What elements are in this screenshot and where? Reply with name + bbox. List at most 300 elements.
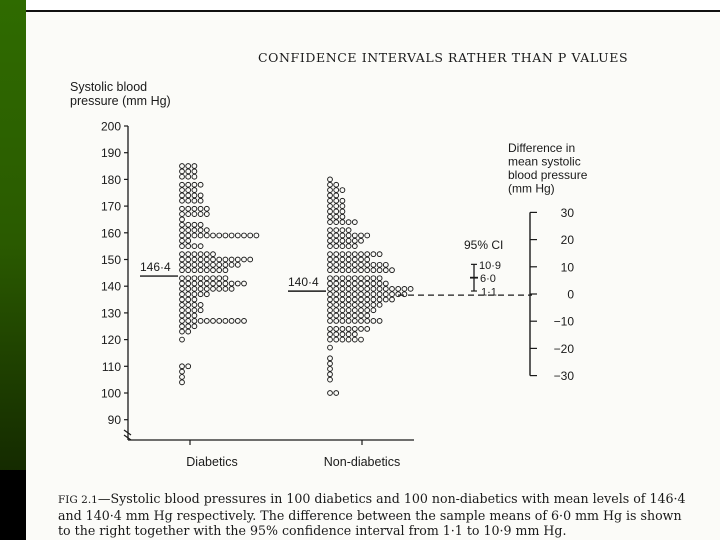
data-point: [198, 252, 203, 257]
data-point: [204, 228, 209, 233]
data-point: [204, 319, 209, 324]
data-point: [328, 257, 333, 262]
data-point: [383, 297, 388, 302]
data-point: [180, 337, 185, 342]
data-point: [359, 313, 364, 318]
data-point: [186, 276, 191, 281]
data-point: [383, 262, 388, 267]
data-point: [186, 308, 191, 313]
data-point: [340, 220, 345, 225]
confidence-interval: [464, 238, 503, 299]
data-point: [217, 281, 222, 286]
data-point: [229, 257, 234, 262]
data-point: [359, 292, 364, 297]
data-point: [217, 268, 222, 273]
data-point: [340, 209, 345, 214]
data-point: [346, 268, 351, 273]
data-point: [359, 238, 364, 243]
data-point: [334, 220, 339, 225]
data-point: [192, 169, 197, 174]
y-tick-label: 90: [107, 413, 121, 428]
data-point: [328, 193, 333, 198]
data-point: [192, 198, 197, 203]
data-point: [192, 252, 197, 257]
data-point: [235, 262, 240, 267]
y-tick-label: 110: [101, 359, 121, 374]
caption-text: —Systolic blood pressures in 100 diabetics and 100 non-diabetics with mean levels of 146·4 and 140·4 mm Hg respectively. The difference between the sample means of 6·0 mm Hg is shown to the right together with the 95% confidence interval from 1·1 to 10·9 mm Hg.: [58, 491, 686, 538]
data-point: [180, 174, 185, 179]
y-tick-label: 140: [100, 279, 121, 294]
data-point: [328, 233, 333, 238]
data-point: [334, 193, 339, 198]
data-point: [229, 262, 234, 267]
data-point: [365, 327, 370, 332]
x-axis-group-labels: [186, 455, 400, 469]
data-point: [192, 297, 197, 302]
data-point: [346, 337, 351, 342]
data-point: [365, 319, 370, 324]
data-point: [334, 276, 339, 281]
data-point: [359, 276, 364, 281]
data-point: [328, 220, 333, 225]
data-point: [180, 313, 185, 318]
data-point: [186, 169, 191, 174]
data-point: [204, 252, 209, 257]
data-point: [328, 297, 333, 302]
data-point: [186, 182, 191, 187]
data-point: [377, 281, 382, 286]
data-point: [377, 252, 382, 257]
data-point: [180, 380, 185, 385]
data-point: [186, 222, 191, 227]
data-point: [328, 262, 333, 267]
data-point: [346, 308, 351, 313]
data-point: [334, 391, 339, 396]
data-point: [377, 276, 382, 281]
data-point: [334, 332, 339, 337]
data-point: [192, 281, 197, 286]
data-point: [328, 244, 333, 249]
difference-tick-label: 20: [560, 233, 574, 248]
data-point: [346, 233, 351, 238]
mean-label-non-diabetics: 140·4: [288, 275, 319, 290]
data-point: [217, 257, 222, 262]
y-axis-title: [70, 80, 171, 108]
y-tick-label: 100: [100, 386, 121, 401]
data-point: [223, 286, 228, 291]
data-point: [352, 319, 357, 324]
data-point: [346, 252, 351, 257]
data-point: [223, 233, 228, 238]
data-point: [198, 182, 203, 187]
data-point: [204, 276, 209, 281]
data-point: [186, 329, 191, 334]
data-point: [186, 268, 191, 273]
data-point: [352, 238, 357, 243]
data-point: [334, 302, 339, 307]
data-point: [229, 286, 234, 291]
data-point: [217, 276, 222, 281]
difference-tick-label: −20: [553, 341, 574, 356]
data-point: [328, 319, 333, 324]
data-point: [340, 198, 345, 203]
data-point: [186, 302, 191, 307]
data-point: [180, 308, 185, 313]
data-point: [352, 233, 357, 238]
data-point: [180, 228, 185, 233]
data-point: [223, 257, 228, 262]
data-point: [334, 252, 339, 257]
data-point: [198, 257, 203, 262]
data-point: [180, 233, 185, 238]
data-point: [340, 327, 345, 332]
data-point: [211, 276, 216, 281]
data-point: [211, 262, 216, 267]
data-point: [340, 262, 345, 267]
data-point: [340, 257, 345, 262]
slide-side-bar-bottom: [0, 470, 26, 540]
data-point: [186, 364, 191, 369]
data-point: [198, 233, 203, 238]
data-point: [235, 233, 240, 238]
y-axis-title-line2: pressure (mm Hg): [70, 94, 171, 108]
data-point: [340, 268, 345, 273]
data-point: [186, 198, 191, 203]
data-point: [235, 257, 240, 262]
data-point: [198, 244, 203, 249]
data-point: [365, 313, 370, 318]
difference-tick-label: −10: [553, 314, 574, 329]
data-point: [192, 262, 197, 267]
data-point: [204, 268, 209, 273]
data-point: [408, 286, 413, 291]
data-point: [328, 292, 333, 297]
data-point: [248, 233, 253, 238]
data-point: [352, 276, 357, 281]
data-point: [359, 268, 364, 273]
data-point: [352, 286, 357, 291]
data-point: [211, 252, 216, 257]
data-point: [180, 292, 185, 297]
data-point: [192, 193, 197, 198]
data-point: [211, 286, 216, 291]
data-point: [186, 252, 191, 257]
data-point: [192, 233, 197, 238]
data-point: [340, 281, 345, 286]
data-point: [180, 281, 185, 286]
data-point: [352, 257, 357, 262]
data-point: [180, 206, 185, 211]
data-point: [328, 302, 333, 307]
data-point: [198, 212, 203, 217]
data-point: [377, 286, 382, 291]
data-point: [186, 164, 191, 169]
data-point: [390, 286, 395, 291]
data-point: [352, 337, 357, 342]
data-point: [365, 268, 370, 273]
data-point: [180, 188, 185, 193]
data-point: [180, 182, 185, 187]
data-point: [371, 292, 376, 297]
data-point: [198, 206, 203, 211]
data-point: [192, 212, 197, 217]
data-point: [192, 228, 197, 233]
difference-axis: [508, 141, 588, 383]
data-point: [359, 252, 364, 257]
data-point: [340, 332, 345, 337]
data-point: [242, 257, 247, 262]
data-point: [186, 174, 191, 179]
data-point: [390, 268, 395, 273]
data-point: [328, 276, 333, 281]
data-point: [346, 313, 351, 318]
data-point: [192, 286, 197, 291]
data-point: [192, 164, 197, 169]
data-point: [377, 302, 382, 307]
data-point: [340, 337, 345, 342]
data-point: [365, 292, 370, 297]
data-point: [192, 319, 197, 324]
data-point: [328, 286, 333, 291]
data-point: [180, 297, 185, 302]
data-point: [377, 319, 382, 324]
data-point: [186, 206, 191, 211]
data-point: [377, 262, 382, 267]
data-point: [371, 281, 376, 286]
data-point: [180, 238, 185, 243]
data-point: [346, 228, 351, 233]
y-tick-label: 190: [100, 146, 121, 161]
data-point: [186, 286, 191, 291]
data-point: [211, 233, 216, 238]
data-point: [346, 297, 351, 302]
data-point: [180, 169, 185, 174]
data-point: [359, 286, 364, 291]
data-point: [340, 214, 345, 219]
difference-axis-title-line: Difference in: [508, 141, 576, 155]
data-point: [204, 281, 209, 286]
figure-caption: [58, 491, 698, 538]
data-point: [192, 257, 197, 262]
data-point: [346, 319, 351, 324]
blood-pressure-chart: [26, 12, 720, 482]
data-point: [186, 228, 191, 233]
data-point: [186, 188, 191, 193]
data-point: [180, 375, 185, 380]
data-point: [242, 233, 247, 238]
data-point: [352, 302, 357, 307]
data-point: [365, 302, 370, 307]
data-point: [346, 244, 351, 249]
data-point: [328, 313, 333, 318]
data-point: [352, 332, 357, 337]
data-point: [328, 188, 333, 193]
data-point: [180, 286, 185, 291]
data-point: [346, 262, 351, 267]
page-header: CONFIDENCE INTERVALS RATHER THAN P VALUES: [258, 50, 629, 65]
data-point: [254, 233, 259, 238]
data-point: [359, 337, 364, 342]
data-point: [198, 268, 203, 273]
data-point: [365, 297, 370, 302]
data-point: [229, 319, 234, 324]
data-point: [192, 222, 197, 227]
slide-side-bar: [0, 0, 26, 540]
data-point: [346, 286, 351, 291]
difference-axis-title-line: (mm Hg): [508, 181, 555, 196]
data-point: [346, 238, 351, 243]
data-point: [334, 286, 339, 291]
data-point: [204, 257, 209, 262]
data-point: [186, 233, 191, 238]
ci-high-label: 10·9: [479, 259, 502, 272]
data-point: [359, 257, 364, 262]
data-point: [180, 364, 185, 369]
data-point: [328, 228, 333, 233]
data-point: [217, 233, 222, 238]
data-point: [204, 206, 209, 211]
data-point: [334, 228, 339, 233]
data-point: [383, 286, 388, 291]
data-point: [186, 244, 191, 249]
data-point: [186, 262, 191, 267]
data-point: [334, 204, 339, 209]
data-point: [186, 324, 191, 329]
data-point: [371, 297, 376, 302]
data-point: [346, 292, 351, 297]
data-point: [365, 276, 370, 281]
data-point: [334, 327, 339, 332]
data-point: [365, 257, 370, 262]
data-point: [371, 319, 376, 324]
data-point: [334, 313, 339, 318]
data-point: [217, 319, 222, 324]
data-point: [186, 193, 191, 198]
data-point: [192, 268, 197, 273]
data-point: [328, 391, 333, 396]
data-point: [396, 292, 401, 297]
data-point: [334, 198, 339, 203]
data-point: [328, 281, 333, 286]
data-point: [248, 257, 253, 262]
data-point: [383, 281, 388, 286]
data-point: [217, 286, 222, 291]
data-point: [328, 209, 333, 214]
data-point: [334, 262, 339, 267]
data-point: [352, 262, 357, 267]
data-point: [352, 252, 357, 257]
data-point: [180, 244, 185, 249]
data-point: [186, 313, 191, 318]
x-category-label: Non-diabetics: [323, 455, 401, 469]
data-point: [334, 257, 339, 262]
data-point: [198, 302, 203, 307]
data-point: [334, 238, 339, 243]
y-tick-label: 200: [100, 119, 121, 134]
data-point: [180, 302, 185, 307]
difference-tick-label: 0: [567, 287, 574, 302]
difference-axis-title-line: blood pressure: [508, 168, 588, 182]
data-point: [192, 206, 197, 211]
data-point: [192, 188, 197, 193]
left-y-axis: [101, 120, 414, 446]
data-point: [377, 297, 382, 302]
difference-axis-title-line: mean systolic: [508, 154, 581, 169]
data-point: [371, 276, 376, 281]
data-point: [198, 193, 203, 198]
data-point: [334, 319, 339, 324]
data-point: [204, 212, 209, 217]
data-point: [186, 238, 191, 243]
difference-tick-label: 30: [560, 205, 574, 220]
data-point: [359, 327, 364, 332]
ci-low-label: 1·1: [481, 286, 497, 299]
data-point: [217, 262, 222, 267]
data-point: [180, 262, 185, 267]
data-point: [352, 268, 357, 273]
data-point: [359, 319, 364, 324]
data-point: [198, 308, 203, 313]
data-point: [180, 329, 185, 334]
data-point: [402, 286, 407, 291]
y-tick-label: 120: [100, 333, 121, 348]
data-point: [365, 308, 370, 313]
data-point: [211, 281, 216, 286]
data-point: [198, 262, 203, 267]
data-point: [198, 198, 203, 203]
data-point: [340, 276, 345, 281]
data-point: [346, 257, 351, 262]
data-point: [180, 217, 185, 222]
data-point: [359, 262, 364, 267]
ci-estimate-label: 6·0: [480, 273, 496, 286]
data-point: [334, 268, 339, 273]
data-point: [359, 297, 364, 302]
data-point: [180, 212, 185, 217]
data-point: [340, 297, 345, 302]
data-point: [186, 212, 191, 217]
data-point: [359, 233, 364, 238]
data-point: [242, 281, 247, 286]
data-point: [352, 292, 357, 297]
data-point: [328, 332, 333, 337]
y-tick-label: 180: [100, 172, 121, 187]
data-point: [192, 244, 197, 249]
data-point: [328, 177, 333, 182]
data-point: [328, 214, 333, 219]
data-point: [211, 319, 216, 324]
data-point: [328, 204, 333, 209]
data-point: [223, 268, 228, 273]
difference-tick-label: −30: [553, 369, 574, 384]
data-point: [229, 281, 234, 286]
data-point: [352, 281, 357, 286]
data-point: [180, 193, 185, 198]
data-point: [180, 319, 185, 324]
data-point: [180, 268, 185, 273]
data-point: [390, 297, 395, 302]
data-point: [352, 313, 357, 318]
data-point: [359, 281, 364, 286]
data-point: [346, 302, 351, 307]
data-point: [328, 308, 333, 313]
data-point: [334, 292, 339, 297]
data-point: [334, 188, 339, 193]
data-point: [180, 164, 185, 169]
data-point: [180, 222, 185, 227]
data-point: [340, 238, 345, 243]
data-point: [340, 204, 345, 209]
